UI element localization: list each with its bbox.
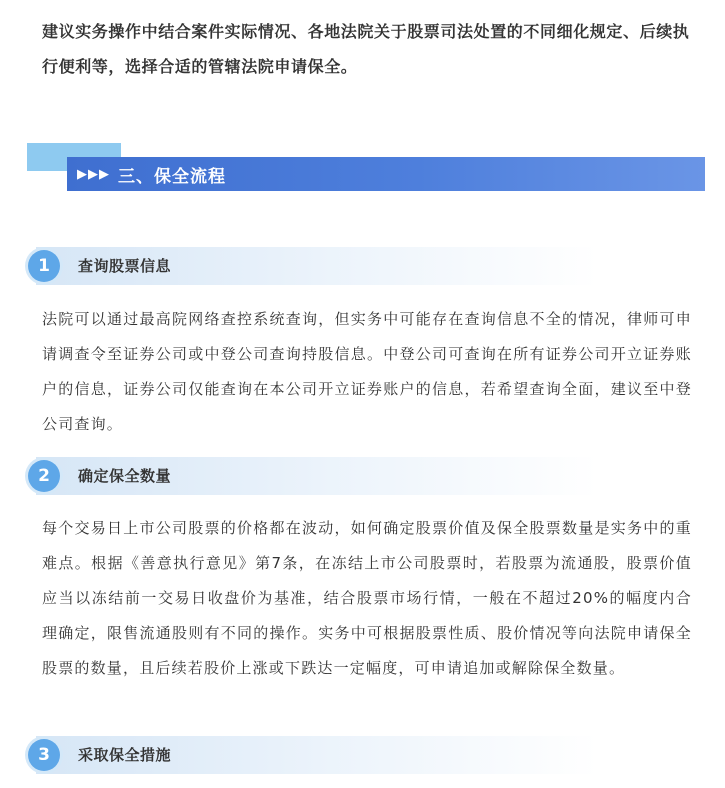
section-title: 三、保全流程 (118, 166, 226, 187)
step-3-header (28, 735, 598, 775)
triple-arrow-icon: ▶▶▶ (77, 166, 110, 182)
intro-paragraph: 建议实务操作中结合案件实际情况、各地法院关于股票司法处置的不同细化规定、后续执行便利等，选择合适的管辖法院申请保全。 (42, 22, 690, 76)
step-1-header (28, 246, 598, 286)
step-2-header (28, 456, 598, 496)
step-title: 采取保全措施 (78, 746, 172, 764)
step-1-paragraph: 法院可以通过最高院网络查控系统查询，但实务中可能存在查询信息不全的情况，律师可申请调查令至证券公司或中登公司查询持股信息。中登公司可查询在所有证券公司开立证券账户的信息，证券公司仅能查询在本公司开立证券账户的信息，若希望查询全面，建议至中登公司查询。 (42, 310, 692, 433)
step-number-badge: 1 (28, 250, 60, 282)
step-title: 确定保全数量 (78, 467, 172, 485)
section-header (67, 157, 705, 191)
step-number-badge: 3 (28, 739, 60, 771)
step-title: 查询股票信息 (78, 257, 172, 275)
step-2-paragraph: 每个交易日上市公司股票的价格都在波动，如何确定股票价值及保全股票数量是实务中的重难点。根据《善意执行意见》第7条，在冻结上市公司股票时，若股票为流通股，股票价值应当以冻结前一交易日收盘价为基准，结合股票市场行情，一般在不超过20%的幅度内合理确定，限售流通股则有不同的操作。实务中可根据股票性质、股价情况等向法院申请保全股票的数量，且后续若股价上涨或下跌达一定幅度，可申请追加或解除保全数量。 (42, 519, 692, 677)
step-number-badge: 2 (28, 460, 60, 492)
